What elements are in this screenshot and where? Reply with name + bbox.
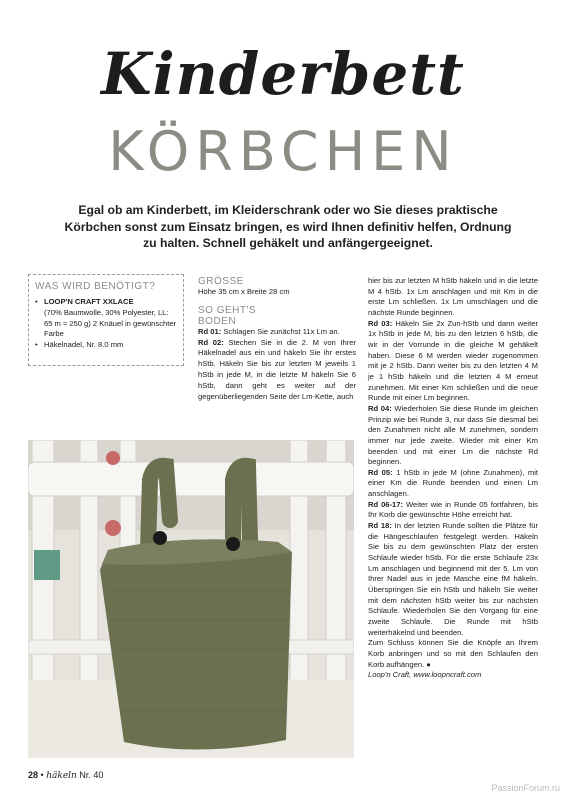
round-02-continued: hier bis zur letzten M hStb häkeln und in die letzte M 4 hStb. 1x Lm anschlagen und mit Km in die erste Lm schließen. 1x Lm umschlagen und die nächste Runde beginnen. (368, 276, 538, 317)
watermark: PassionForum.ru (491, 783, 560, 793)
round-01 (198, 327, 356, 338)
round-label: Rd 04: (368, 403, 392, 413)
round-label: Rd 01: (198, 326, 222, 336)
basket-illustration (28, 440, 354, 758)
closing-text: Zum Schluss können Sie die Knöpfe an Ihrem Korb anbringen und so mit den Schlaufen den Korb aufhängen. ● (368, 638, 538, 669)
materials-heading: WAS WIRD BENÖTIGT? (35, 281, 156, 292)
size-text: Höhe 35 cm x Breite 28 cm (198, 287, 290, 296)
materials-box (28, 274, 184, 366)
intro-text: Egal ob am Kinderbett, im Kleiderschrank oder wo Sie dieses praktische Körbchen sonst zum Einsatz bringen, es wird Ihnen definitiv helfen, Ordnung zu halten. Schnell gehäkelt und anfängergeeignet. (64, 203, 512, 250)
column-right (368, 276, 538, 681)
list-item (44, 297, 177, 340)
round-text: Schlagen Sie zunächst 11x Lm an. (223, 326, 340, 336)
base-heading: BODEN (198, 315, 237, 327)
hook-size: Häkelnadel, Nr. 8.0 mm (44, 340, 124, 350)
round-label: Rd 03: (368, 318, 393, 328)
round-label: Rd 05: (368, 467, 393, 477)
basket-photo (28, 440, 354, 758)
round-03 (368, 319, 538, 404)
credit-text: Loop'n Craft, www.loopncraft.com (368, 670, 482, 680)
yarn-name: LOOP'N CRAFT XXLACE (44, 297, 134, 306)
page-number: 28 (28, 770, 39, 780)
yarn-desc: (70% Baumwolle, 30% Polyester, LL: 65 m ≈ 250 g) 2 Knäuel in gewünschter Farbe (44, 307, 177, 339)
round-label: Rd 06-17: (368, 499, 404, 509)
round-02 (198, 338, 356, 403)
round-text: Wiederholen Sie diese Runde im gleichen Prinzip wie bei Runde 3, nur dass Sie diesmal bei den Zunahmen nicht alle M zunehmen, sondern immer nur jede zweite. Wieder mit einer Km beenden und mit einer Lm die nächste Rd beginnen. (368, 403, 538, 467)
list-item (44, 340, 177, 351)
caps-title: KÖRBCHEN (108, 120, 458, 183)
magazine-name: häkeln (46, 771, 77, 781)
round-05 (368, 468, 538, 500)
round-label: Rd 18: (368, 521, 392, 531)
materials-list (35, 297, 177, 351)
round-text: Stechen Sie in die 2. M von Ihrer Häkelnadel aus ein und häkeln Sie ihr erstes hStb. Häkeln Sie bis zur letzten M jeweils 1 hStb in jede M, in die letzte M häkeln Sie 6 hStb, dann geht es weiter auf der gegenüberliegenden Seite der Lm-Kette, auch (198, 337, 356, 401)
howto-heading: SO GEHT'S (198, 304, 257, 316)
round-text: Weiter wie in Runde 05 fortfahren, bis Ihr Korb die gewünschte Höhe erreicht hat. (368, 499, 538, 520)
round-text: 1 hStb in jede M (ohne Zunahmen), mit einer Km die Runde beenden und einen Lm anschlagen. (368, 467, 538, 499)
round-04 (368, 404, 538, 468)
column-middle (198, 276, 356, 402)
page-footer (28, 770, 103, 781)
round-label: Rd 02: (198, 337, 224, 347)
round-06-17 (368, 500, 538, 521)
size-heading: GRÖSSE (198, 276, 244, 287)
script-title: Kinderbett (101, 40, 465, 108)
round-text: Häkeln Sie 2x Zun-hStb und dann weiter 1x hStb in jede M, bis zu den letzten 6 hStb, die wir in der Vorrunde in die gleiche M gehäkelt haben. Diese 6 M werden wieder zugenommen mit je 2 hStb. Dann weiter bis zu den letzten 4 M je 1 hStb häkeln und die letzten 4 M erneut zunehmen. Mit einer Km schließen und die neue Runde mit einer Lm beginnen. (368, 318, 538, 403)
round-text: In der letzten Runde sollten die Plätze für die Hängeschlaufen festgelegt werden. Häkeln Sie bis zu dem gewünschten Platz der ersten Schlaufe wieder hStb. Für die erste Schlaufe 23x Lm anschlagen und beginnend mit der 5. Lm von Ihrer Nadel aus in jede Masche eine fM häkeln. Überspringen Sie ein hStb und häkeln Sie weiter mit dem nächsten hStb weiter bis zur nächsten Schlaufe. Wiederholen Sie den Vorgang für eine zweite Schlaufe. Die Runde mit hStb weiterhäkelnd und beenden. (368, 521, 538, 637)
round-18 (368, 521, 538, 638)
issue-number: Nr. 40 (79, 770, 104, 780)
bullet-icon: • (40, 770, 44, 780)
